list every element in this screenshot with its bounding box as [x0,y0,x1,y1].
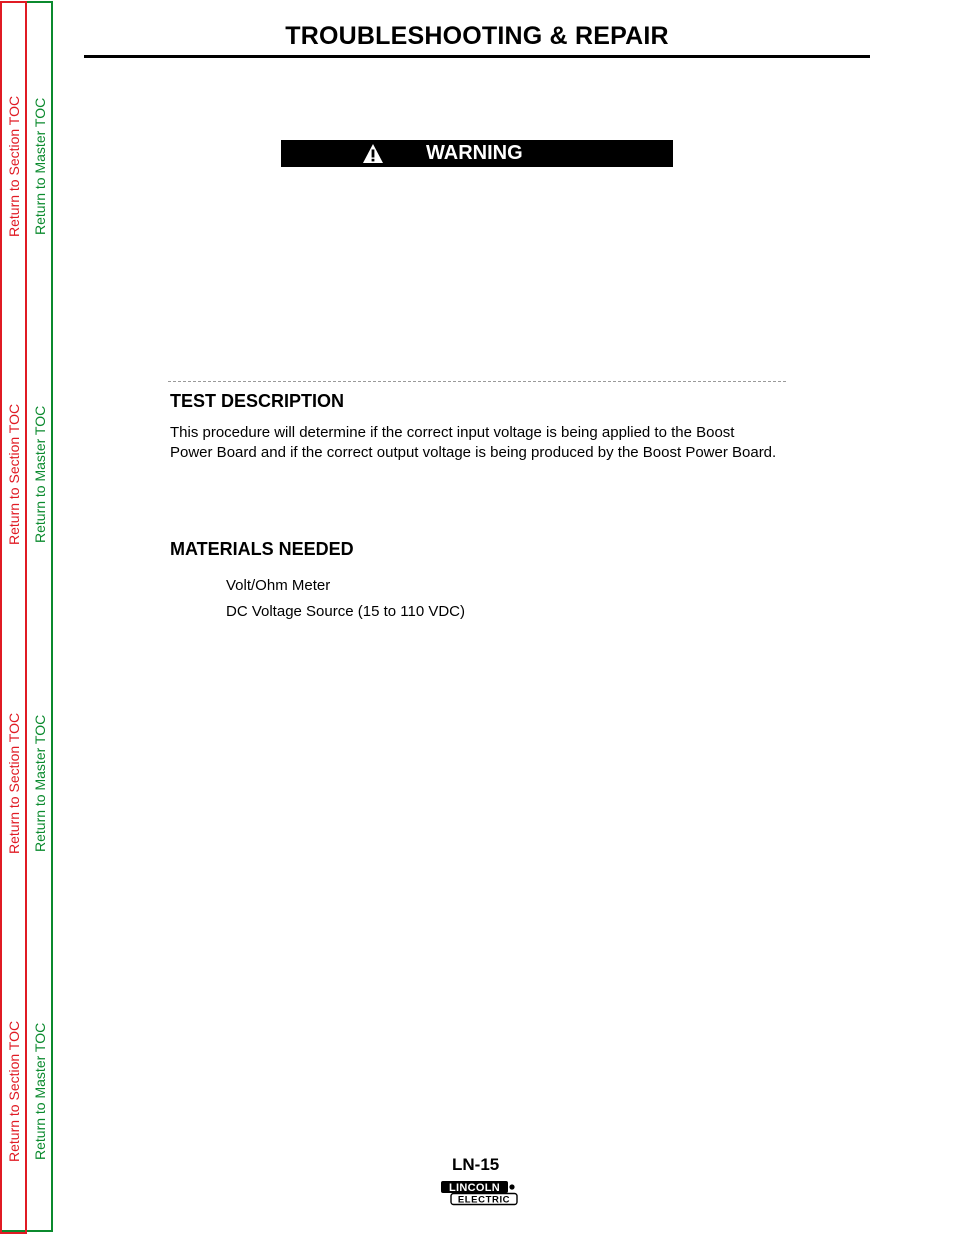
return-to-section-toc-link[interactable]: Return to Section TOC [6,1020,22,1162]
warning-banner [281,140,673,167]
lincoln-electric-logo [440,1179,520,1207]
svg-text:LINCOLN: LINCOLN [449,1182,500,1194]
toc-column-bottom-rule [0,1232,27,1234]
toc-column-top-rule [0,1,27,3]
page-number: LN-15 [452,1155,500,1174]
return-to-section-toc-link[interactable]: Return to Section TOC [6,712,22,854]
materials-list-item: Volt/Ohm Meter [226,577,331,594]
return-to-master-toc-link[interactable]: Return to Master TOC [32,405,48,543]
section-divider [168,381,786,382]
title-underline [84,55,870,58]
page-title: TROUBLESHOOTING & REPAIR [285,22,669,50]
materials-needed-heading: MATERIALS NEEDED [170,539,354,559]
warning-label: WARNING [426,142,523,164]
return-to-section-toc-link[interactable]: Return to Section TOC [6,95,22,237]
materials-list-item: DC Voltage Source (15 to 110 VDC) [226,603,466,620]
test-description-text: This procedure will determine if the correct input voltage is being applied to the Boost Power Board and if the correct output voltage is being produced by the Boost Power Board. [170,424,777,461]
return-to-section-toc-link[interactable]: Return to Section TOC [6,403,22,545]
return-to-master-toc-link[interactable]: Return to Master TOC [32,714,48,852]
return-to-master-toc-link[interactable]: Return to Master TOC [32,97,48,235]
warning-triangle-icon [362,143,384,164]
test-description-heading: TEST DESCRIPTION [170,391,345,411]
return-to-master-toc-link[interactable]: Return to Master TOC [32,1022,48,1160]
svg-text:ELECTRIC: ELECTRIC [457,1194,511,1206]
